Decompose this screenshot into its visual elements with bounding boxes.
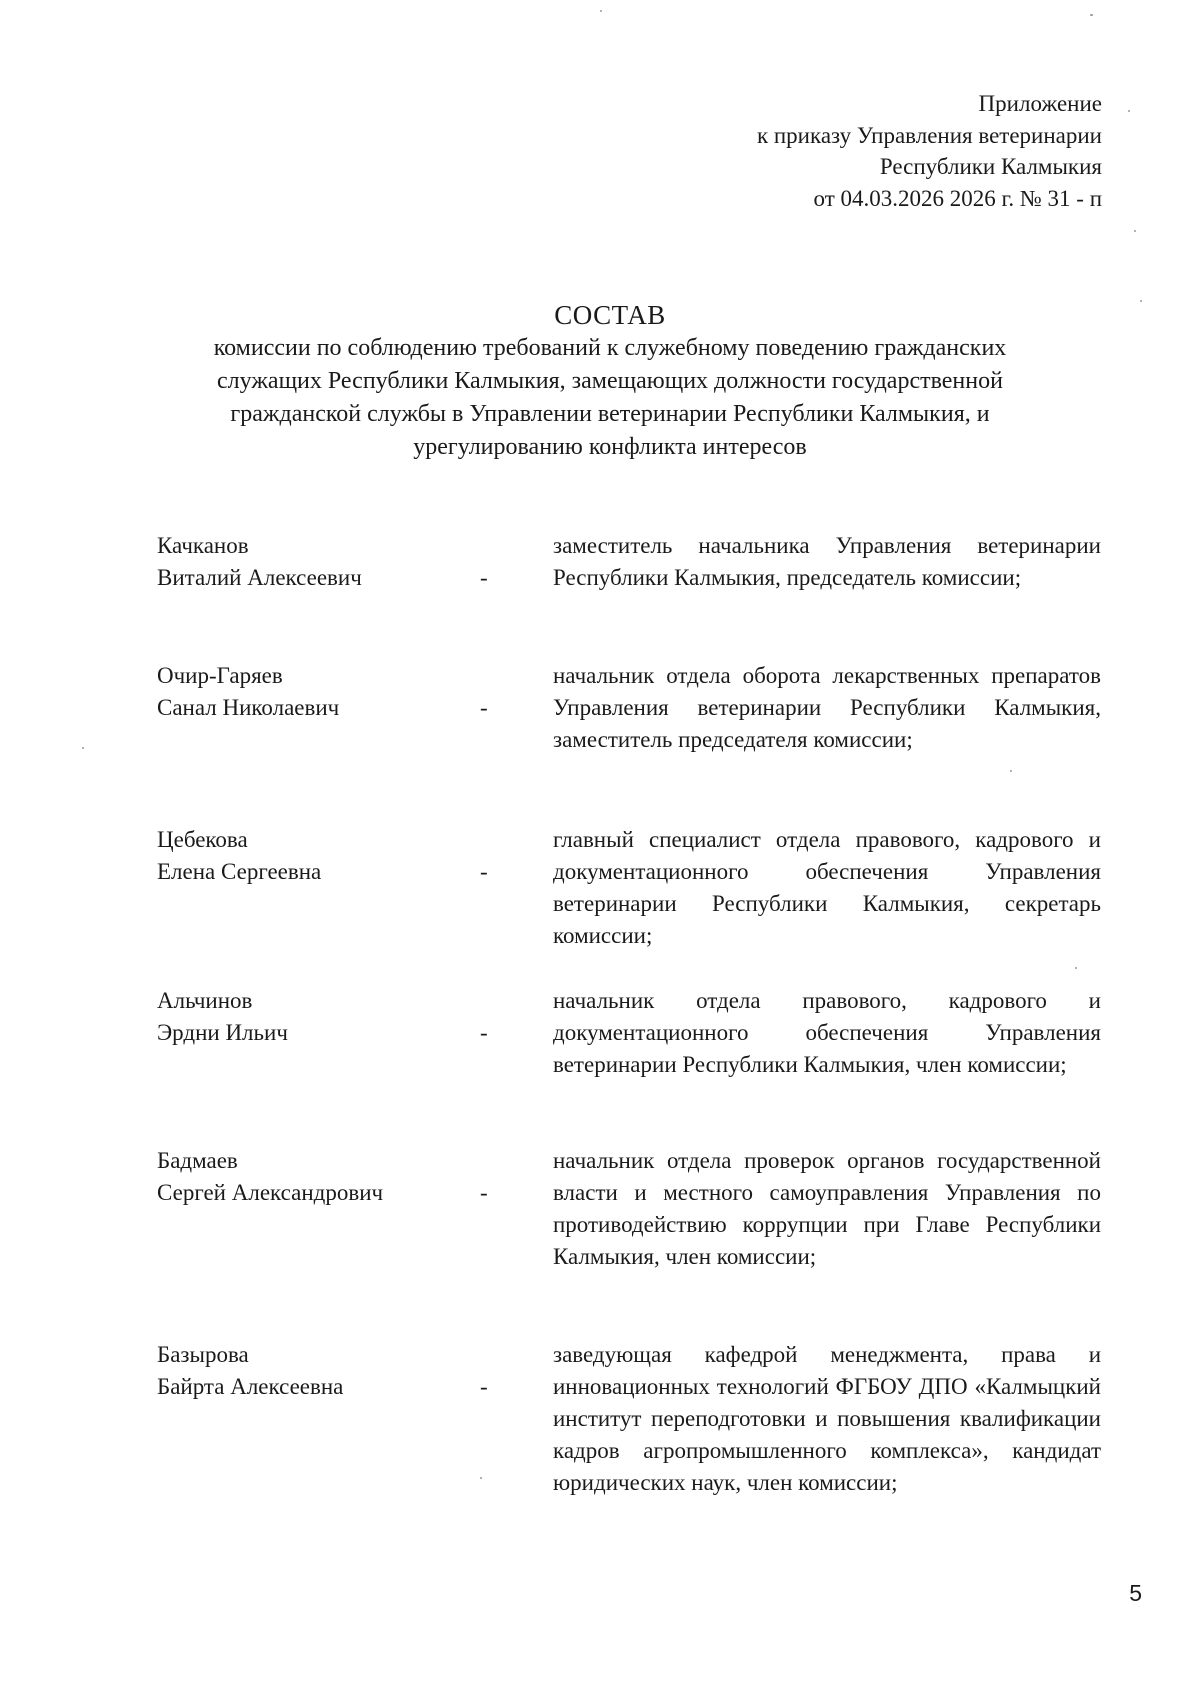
member-name [157, 824, 321, 888]
member-role: начальник отдела проверок органов государственной власти и местного самоуправления Управления по противодействию коррупции при Главе Республики Калмыкия, член комиссии; [553, 1148, 1101, 1269]
member-surname: Качканов [157, 533, 249, 558]
scan-speck [1075, 967, 1077, 969]
member-role: начальник отдела оборота лекарственных препаратов Управления ветеринарии Республики Калмыкия, заместитель председателя комиссии; [553, 663, 1101, 752]
annex-line: к приказу Управления ветеринарии [756, 122, 1102, 148]
scan-speck [1090, 14, 1093, 16]
member-dash: - [480, 1020, 488, 1045]
member-name [157, 530, 362, 594]
annex-header [757, 88, 1102, 214]
member-dash: - [480, 859, 488, 884]
member-role: заместитель начальника Управления ветеринарии Республики Калмыкия, председатель комиссии; [553, 533, 1101, 590]
subtitle-line: служащих Республики Калмыкия, замещающих должности государственной [217, 368, 1003, 394]
member-surname: Альчинов [157, 988, 253, 1013]
member-given-names: Эрдни Ильич [157, 1020, 288, 1045]
document-heading [110, 298, 1110, 464]
member-dash: - [480, 1180, 488, 1205]
member-role: заведующая кафедрой менеджмента, права и инновационных технологий ФГБОУ ДПО «Калмыцкий институт переподготовки и повышения квалификации кадров агропромышленного комплекса», кандидат юридических наук, член комиссии; [553, 1342, 1101, 1495]
annex-line: Приложение [978, 91, 1102, 116]
member-given-names: Виталий Алексеевич [157, 565, 362, 590]
subtitle-line: комиссии по соблюдению требований к служебному поведению гражданских [213, 335, 1007, 361]
member-name [157, 1145, 383, 1209]
member-surname: Цебекова [157, 827, 248, 852]
subtitle-line: урегулированию конфликта интересов [413, 434, 807, 460]
scan-speck [82, 747, 84, 749]
scan-speck [1128, 110, 1130, 112]
member-name [157, 985, 288, 1049]
member-role: главный специалист отдела правового, кадрового и документационного обеспечения Управления ветеринарии Республики Калмыкия, секретарь комиссии; [553, 827, 1101, 948]
scan-speck [1140, 300, 1142, 302]
page-number: 5 [1129, 1580, 1142, 1606]
scan-speck [1010, 770, 1012, 772]
member-dash: - [480, 695, 488, 720]
annex-line: Республики Калмыкия [879, 154, 1102, 179]
member-given-names: Санал Николаевич [157, 695, 340, 720]
scan-speck [480, 1477, 482, 1479]
member-given-names: Сергей Александрович [157, 1180, 384, 1205]
member-role: начальник отдела правового, кадрового и документационного обеспечения Управления ветеринарии Республики Калмыкия, член комиссии; [553, 988, 1101, 1077]
member-surname: Очир-Гаряев [157, 663, 283, 688]
document-subtitle [110, 332, 1110, 464]
member-dash: - [480, 1374, 488, 1399]
member-given-names: Байрта Алексеевна [157, 1374, 344, 1399]
member-surname: Базырова [157, 1342, 249, 1367]
member-name [157, 1339, 343, 1403]
member-given-names: Елена Сергеевна [157, 859, 322, 884]
member-dash: - [480, 565, 488, 590]
scan-speck [1134, 230, 1136, 232]
member-surname: Бадмаев [157, 1148, 238, 1173]
document-title: СОСТАВ [554, 300, 666, 330]
annex-order-date-number: от 04.03.2026 2026 г. № 31 - п [813, 185, 1102, 211]
scan-speck [600, 10, 602, 12]
subtitle-line: гражданской службы в Управлении ветеринарии Республики Калмыкия, и [230, 401, 990, 427]
member-name [157, 660, 339, 724]
